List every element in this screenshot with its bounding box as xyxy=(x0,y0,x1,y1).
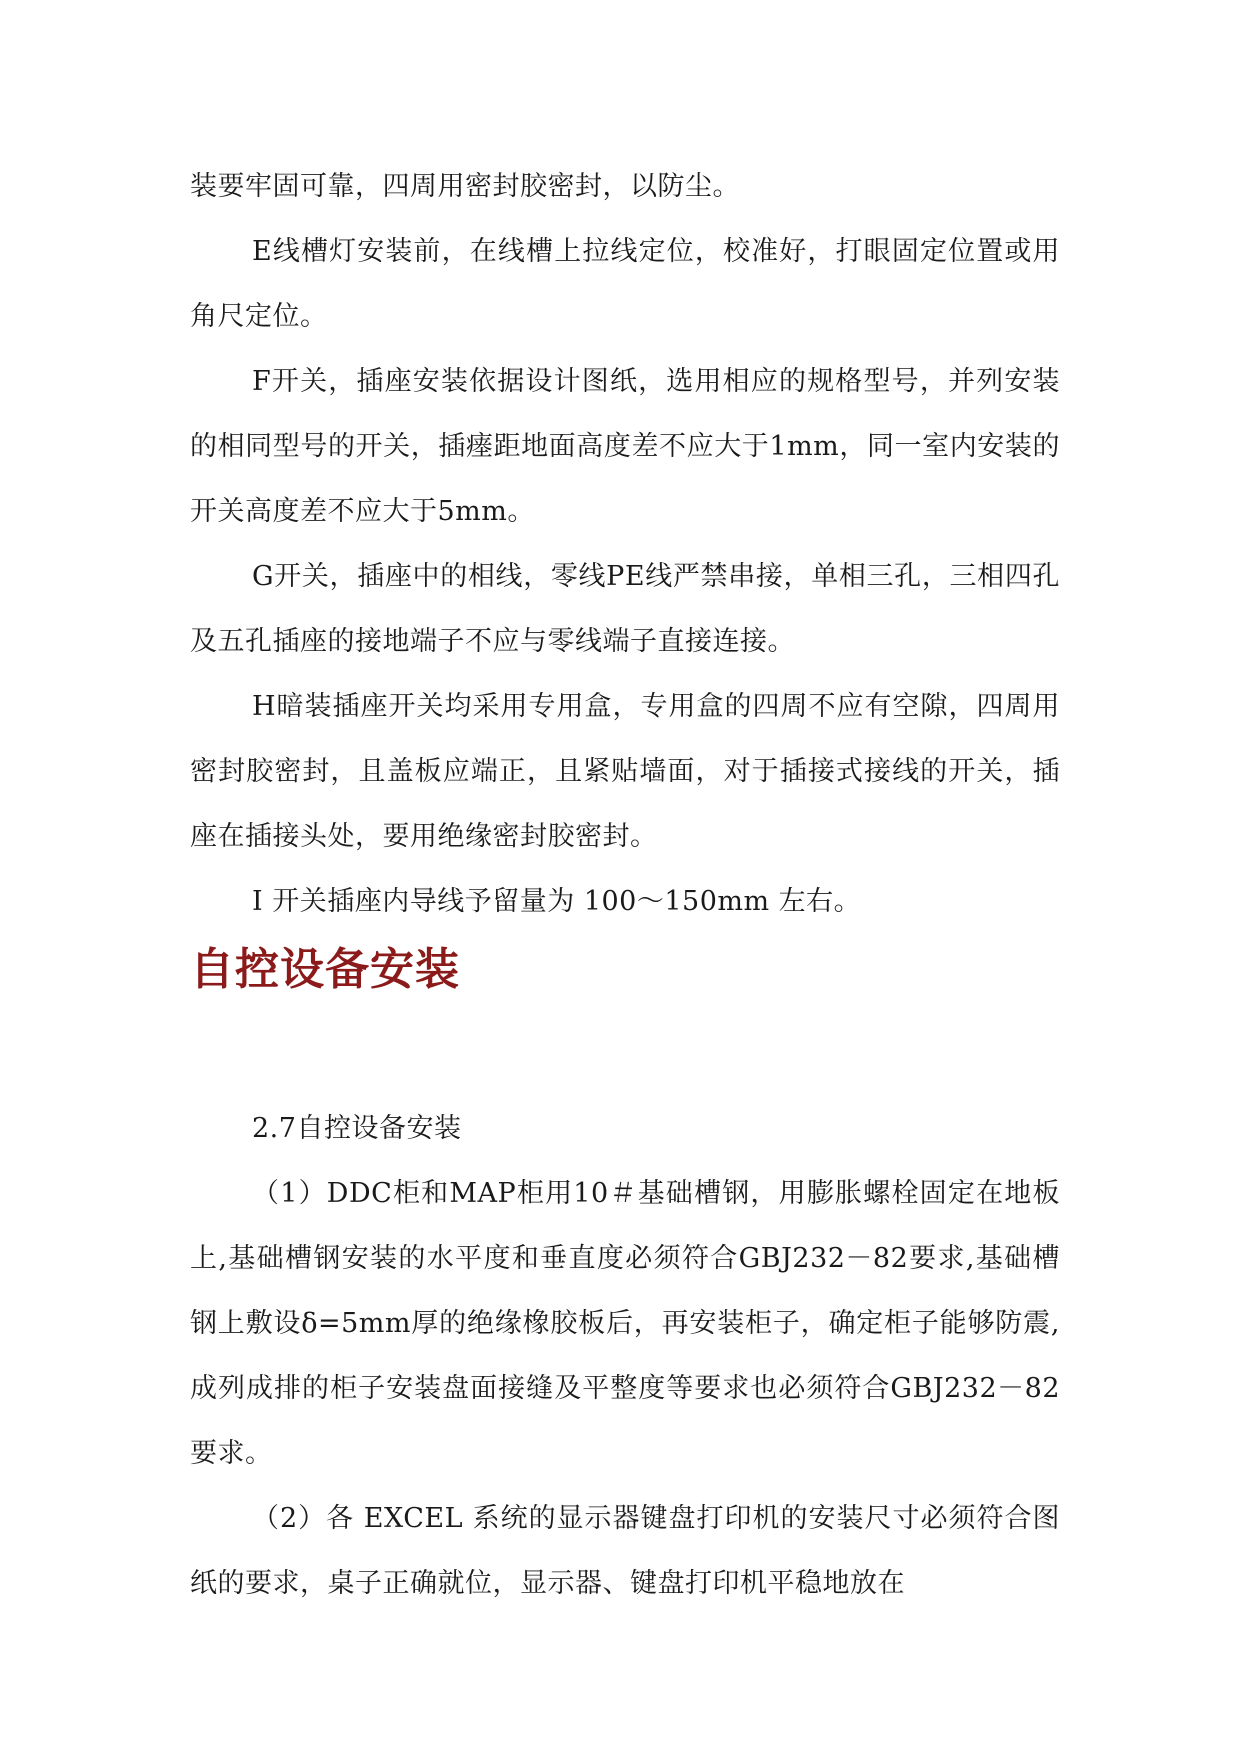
paragraph-item-h: H暗装插座开关均采用专用盒，专用盒的四周不应有空隙，四周用密封胶密封，且盖板应端正，且紧贴墙面，对于插接式接线的开关，插座在插接头处，要用绝缘密封胶密封。 xyxy=(190,691,1060,852)
subsection-title: 2.7自控设备安装 xyxy=(252,1113,462,1144)
paragraph-clause-1: （1）DDC柜和MAP柜用10＃基础槽钢，用膨胀螺栓固定在地板上,基础槽钢安装的水平度和垂直度必须符合GBJ232－82要求,基础槽钢上敷设δ=5mm厚的绝缘橡胶板后，再安装柜子，确定柜子能够防震,成列成排的柜子安装盘面接缝及平整度等要求也必须符合GBJ232－82要求。 xyxy=(190,1178,1060,1469)
paragraph-item-g: G开关，插座中的相线，零线PE线严禁串接，单相三孔，三相四孔及五孔插座的接地端子不应与零线端子直接连接。 xyxy=(190,561,1060,657)
paragraph-item-f: F开关，插座安装依据设计图纸，选用相应的规格型号，并列安装的相同型号的开关，插瘗距地面高度差不应大于1mm，同一室内安装的开关高度差不应大于5mm。 xyxy=(190,366,1060,527)
section-heading: 自控设备安装 xyxy=(190,944,460,995)
spacer xyxy=(190,1000,1060,1096)
document-body xyxy=(190,154,1060,1616)
paragraph-continuation: 装要牢固可靠，四周用密封胶密封，以防尘。 xyxy=(190,171,740,202)
paragraph-item-e: E线槽灯安装前，在线槽上拉线定位，校准好，打眼固定位置或用角尺定位。 xyxy=(190,236,1060,332)
paragraph-item-i: I 开关插座内导线予留量为 100～150mm 左右。 xyxy=(252,886,862,917)
paragraph-clause-2: （2）各 EXCEL 系统的显示器键盘打印机的安装尺寸必须符合图纸的要求，桌子正确就位，显示器、键盘打印机平稳地放在 xyxy=(190,1503,1060,1599)
